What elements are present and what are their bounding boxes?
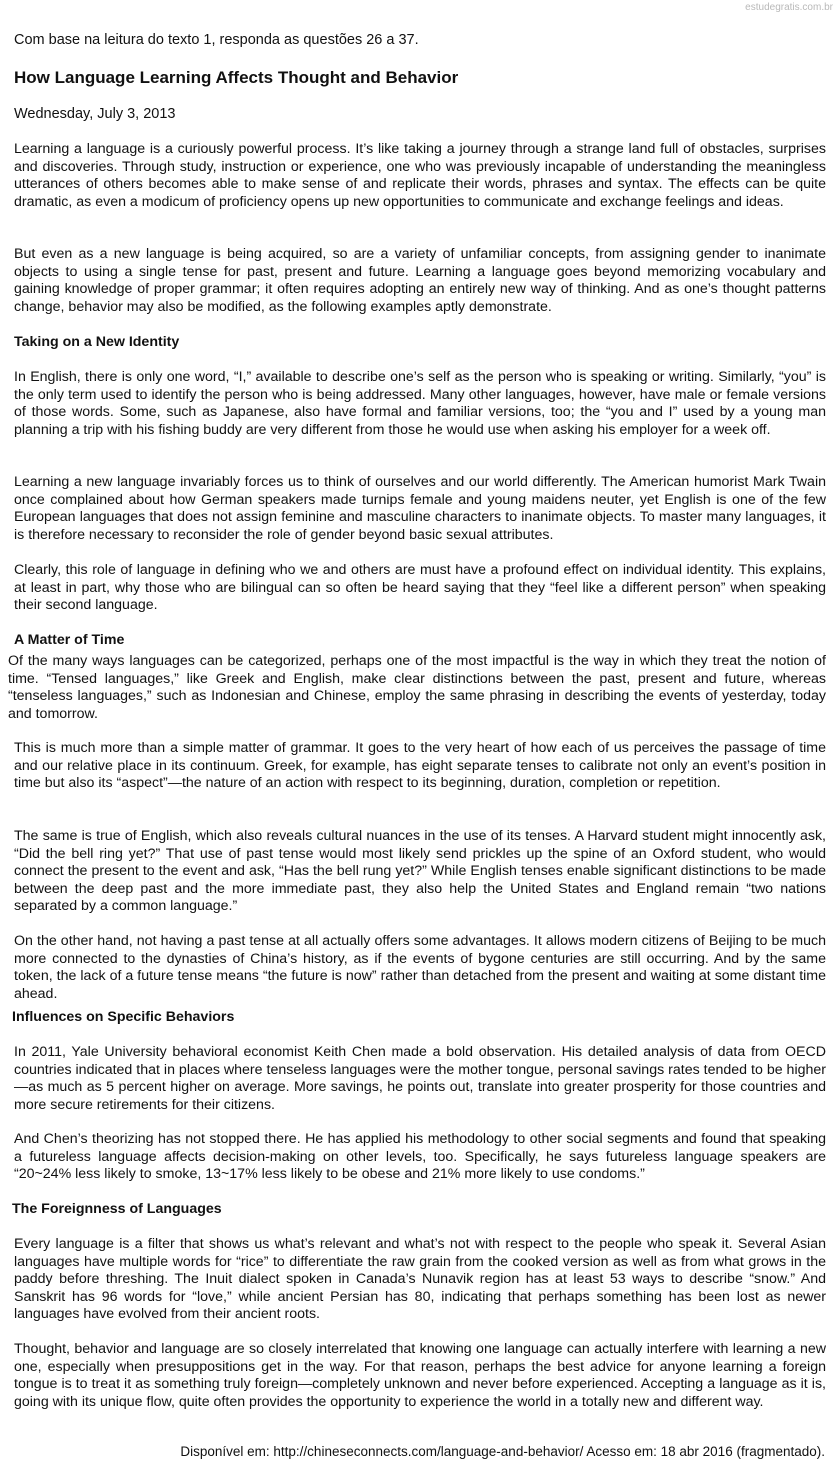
section-heading-time: A Matter of Time: [14, 632, 125, 648]
source-citation: Disponível em: http://chineseconnects.com/language-and-behavior/ Acesso em: 18 abr 2016 (fragmentado).: [180, 1444, 825, 1459]
identity-paragraph-1: In English, there is only one word, “I,” available to describe one’s self as the person who is speaking or writing. Similarly, “you” is the only term used to identify the person who is being addressed. Many other languages, however, have male or female versions of those words. Some, such as Japanese, also have formal and familiar versions, too; the “you and I” used by a young man planning a trip with his fishing buddy are very different from those he would use when asking his employer for a week off.: [14, 369, 826, 438]
instruction-text: Com base na leitura do texto 1, responda as questões 26 a 37.: [14, 32, 419, 48]
time-paragraph-4: On the other hand, not having a past tense at all actually offers some advantages. It allows modern citizens of Beijing to be much more connected to the dynasties of China’s history, as if the events of bygone centuries are still occurring. And by the same token, the lack of a future tense means “the future is now” rather than detached from the present and waiting at some distant time ahead.: [14, 933, 826, 1002]
time-paragraph-2: This is much more than a simple matter of grammar. It goes to the very heart of how each of us perceives the passage of time and our relative place in its continuum. Greek, for example, has eight separate tenses to calibrate not only an event’s position in time but also its “aspect”—the nature of an action with respect to its beginning, duration, completion or repetition.: [14, 740, 826, 792]
intro-paragraph-1: Learning a language is a curiously powerful process. It’s like taking a journey through a strange land full of obstacles, surprises and discoveries. Through study, instruction or experience, one who was previously incapable of understanding the meaningless utterances of others becomes able to make sense of and replicate their words, phrases and syntax. The effects can be quite dramatic, as even a modicum of proficiency opens up new opportunities to communicate and exchange feelings and ideas.: [14, 141, 826, 210]
article-title: How Language Learning Affects Thought and Behavior: [14, 68, 459, 87]
intro-paragraph-2: But even as a new language is being acquired, so are a variety of unfamiliar concepts, from assigning gender to inanimate objects to using a single tense for past, present and future. Learning a language goes beyond memorizing vocabulary and gaining knowledge of proper grammar; it often requires adopting an entirely new way of thinking. And as one’s thought patterns change, behavior may also be modified, as the following examples aptly demonstrate.: [14, 246, 826, 315]
identity-paragraph-2: Learning a new language invariably forces us to think of ourselves and our world differently. The American humorist Mark Twain once complained about how German speakers made turnips female and young maidens neuter, yet English is one of the few European languages that does not assign feminine and masculine characters to inanimate objects. To master many languages, it is therefore necessary to reconsider the role of gender beyond basic sexual attributes.: [14, 474, 826, 543]
behaviors-paragraph-1: In 2011, Yale University behavioral economist Keith Chen made a bold observation. His detailed analysis of data from OECD countries indicated that in places where tenseless languages were the mother tongue, personal savings rates tended to be higher—as much as 5 percent higher on average. More savings, he points out, translate into greater prosperity for those countries and more secure retirements for their citizens.: [14, 1044, 826, 1113]
foreignness-paragraph-1: Every language is a filter that shows us what’s relevant and what’s not with respect to the people who speak it. Several Asian languages have multiple words for “rice” to differentiate the raw grain from the cooked version as well as from what grows in the paddy before threshing. The Inuit dialect spoken in Canada’s Nunavik region has at least 53 ways to describe “snow.” And Sanskrit has 96 words for “love,” while ancient Persian has 80, indicating that perhaps something has been lost as newer languages have evolved from their ancient roots.: [14, 1236, 826, 1323]
article-date: Wednesday, July 3, 2013: [14, 106, 176, 122]
identity-paragraph-3: Clearly, this role of language in defining who we and others are must have a profound effect on individual identity. This explains, at least in part, why those who are bilingual can so often be heard saying that they “feel like a different person” when speaking their second language.: [14, 562, 826, 614]
time-paragraph-3: The same is true of English, which also reveals cultural nuances in the use of its tenses. A Harvard student might innocently ask, “Did the bell ring yet?” That use of past tense would most likely send prickles up the spine of an Oxford student, who would connect the present to the event and ask, “Has the bell rung yet?” While English tenses enable significant distinctions to be made between the deep past and the more immediate past, they also help the United States and England remain “two nations separated by a common language.”: [14, 828, 826, 915]
section-heading-identity: Taking on a New Identity: [14, 334, 180, 350]
time-paragraph-1: Of the many ways languages can be categorized, perhaps one of the most impactful is the way in which they treat the notion of time. “Tensed languages,” like Greek and English, make clear distinctions between the past, present and future, whereas “tenseless languages,” such as Indonesian and Chinese, employ the same phrasing in describing the events of yesterday, today and tomorrow.: [8, 653, 826, 722]
behaviors-paragraph-2: And Chen’s theorizing has not stopped there. He has applied his methodology to other social segments and found that speaking a futureless language affects decision-making on other levels, too. Specifically, he says futureless language speakers are “20~24% less likely to smoke, 13~17% less likely to be obese and 21% more likely to use condoms.”: [14, 1131, 826, 1183]
section-heading-behaviors: Influences on Specific Behaviors: [12, 1009, 235, 1025]
watermark: estudegratis.com.br: [745, 2, 833, 13]
foreignness-paragraph-2: Thought, behavior and language are so closely interrelated that knowing one language can actually interfere with learning a new one, especially when presuppositions get in the way. For that reason, perhaps the best advice for anyone learning a foreign tongue is to treat it as something truly foreign—completely unknown and never before experienced. Accepting a language as it is, going with its unique flow, quite often provides the opportunity to experience the world in a totally new and different way.: [14, 1341, 826, 1410]
section-heading-foreignness: The Foreignness of Languages: [12, 1201, 222, 1217]
